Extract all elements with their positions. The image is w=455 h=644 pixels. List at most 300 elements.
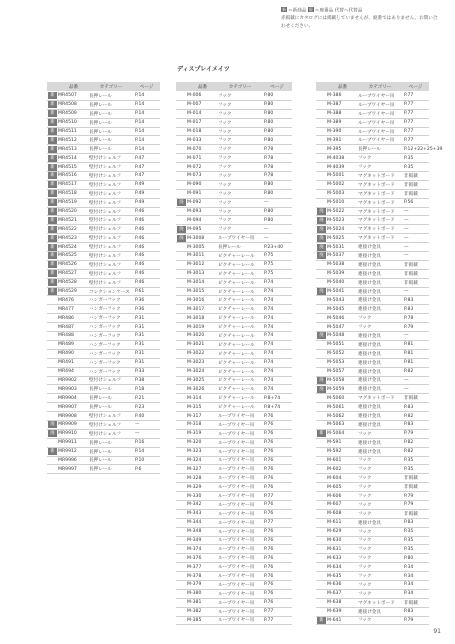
category: 連接け金具 <box>358 414 381 419</box>
category: 壁付けシェルフ <box>89 218 122 224</box>
product-code: M-090 <box>187 182 202 188</box>
category: ピクチャーレール <box>218 298 255 304</box>
category: ピクチャーレール <box>218 333 255 339</box>
table-row <box>176 252 292 261</box>
new-tag: 新 <box>282 7 286 12</box>
product-code: M-5010 <box>327 200 345 206</box>
status-badge: 新 <box>48 261 57 268</box>
category: フック <box>358 565 372 571</box>
product-code: M-3005 <box>187 244 205 250</box>
product-code: M-5063 <box>327 422 345 428</box>
page-ref: P.31 <box>135 360 145 366</box>
category: フック <box>218 120 232 126</box>
category: フック <box>218 129 232 135</box>
table-row <box>47 252 160 261</box>
table-row <box>316 190 429 199</box>
product-code: M-3023 <box>187 360 205 366</box>
page-ref: P.76 <box>264 431 274 437</box>
table-row <box>316 305 429 314</box>
status-badge: 廃 <box>317 244 326 251</box>
table-row <box>316 136 429 145</box>
table-row <box>316 608 429 617</box>
category: 壁付けシェルフ <box>89 245 122 251</box>
page-ref: P.31 <box>135 315 145 321</box>
table-row <box>316 403 429 412</box>
product-code: MR4528 <box>58 280 77 286</box>
product-code: MR9996 <box>58 457 77 463</box>
category: 連接け金具 <box>358 422 381 428</box>
category: フック <box>218 227 232 233</box>
table-row <box>47 385 160 394</box>
table-row <box>316 128 429 137</box>
table-row <box>316 314 429 323</box>
table-row <box>176 385 292 394</box>
status-badge: 新 <box>48 110 57 117</box>
product-code: M-092 <box>187 200 202 206</box>
page-ref: P.75 <box>264 262 274 268</box>
category: フック <box>358 582 372 588</box>
table-row <box>316 243 429 252</box>
header-cell: カテゴリー <box>99 84 123 90</box>
product-code: M-3020 <box>187 333 205 339</box>
product-code: M-5051 <box>327 342 345 348</box>
product-code: M-072 <box>187 164 202 170</box>
product-code: M-017 <box>187 120 202 126</box>
page-ref: P.40 <box>135 413 145 419</box>
table-row <box>176 572 292 581</box>
table-row <box>47 199 160 208</box>
status-badge: 廃 <box>317 235 326 242</box>
page-ref: P.38 <box>135 377 145 383</box>
product-code: MR494 <box>58 369 74 375</box>
header-cell: ページ <box>270 84 284 90</box>
product-code: M-637 <box>327 591 342 597</box>
table-row <box>316 465 429 474</box>
table-row <box>176 519 292 528</box>
status-cell <box>47 448 58 455</box>
table-row <box>176 119 292 128</box>
page-ref: 非掲載 <box>404 396 418 402</box>
product-code: M-5048 <box>327 333 345 339</box>
page-ref: P.8+74 <box>264 404 281 410</box>
category: ピクチャーレール <box>218 262 255 268</box>
page-ref: P.82 <box>404 449 414 455</box>
page-ref: P.74 <box>264 377 274 383</box>
category: 長押レール <box>89 449 112 455</box>
category: 連接け金具 <box>358 333 381 339</box>
table-row <box>47 314 160 323</box>
product-code: MR9997 <box>58 466 77 472</box>
product-code: MR9903 <box>58 386 77 392</box>
table-row <box>176 128 292 137</box>
table-row <box>47 208 160 217</box>
page-ref: P.79 <box>404 431 414 437</box>
product-code: M-5038 <box>327 262 345 268</box>
table-row <box>176 350 292 359</box>
category: 長押レール <box>89 120 112 126</box>
table-row <box>316 412 429 421</box>
page-ref: P.77 <box>404 120 414 126</box>
product-code: MR4511 <box>58 129 77 134</box>
page-ref: P.76 <box>264 555 274 561</box>
page-ref: P.76 <box>264 466 274 472</box>
status-cell <box>47 146 58 153</box>
product-code: MR9910 <box>58 431 77 437</box>
page-ref: P.14 <box>135 93 145 99</box>
table-row <box>176 279 292 288</box>
category: 連接け金具 <box>358 271 381 277</box>
page-ref: P.83 <box>404 297 414 303</box>
product-code: M-602 <box>327 466 342 472</box>
category: マグネットボード <box>358 182 395 188</box>
table-row <box>176 545 292 554</box>
page-ref: P.83 <box>404 609 414 615</box>
header-cell: 品番 <box>337 84 348 90</box>
category: フック <box>218 200 232 206</box>
product-code: M-5058 <box>327 377 345 383</box>
product-code: M-5043 <box>327 297 345 303</box>
product-code: M-3021 <box>187 342 205 348</box>
product-code: MR9902 <box>58 377 77 383</box>
category: 長押レール <box>89 138 112 144</box>
status-badge: 廃 <box>317 288 326 295</box>
product-code: M-611 <box>327 520 342 526</box>
category: 連接け金具 <box>358 369 381 375</box>
page-ref: 非掲載 <box>404 191 418 197</box>
table-row <box>47 323 160 332</box>
product-code: MR4519 <box>58 200 77 206</box>
status-badge: 新 <box>48 244 57 251</box>
product-code: M-631 <box>327 546 342 552</box>
category: フック <box>218 191 232 197</box>
category: ハンガーフック <box>89 298 121 304</box>
category: ハンガーフック <box>89 369 121 375</box>
page-ref: — <box>264 200 269 206</box>
product-code: M-635 <box>327 573 342 579</box>
product-code: M-5047 <box>327 324 345 330</box>
product-code: M-348 <box>187 529 202 535</box>
category: ループワイヤー吊 <box>218 485 255 491</box>
table-row <box>176 412 292 421</box>
table-row <box>316 341 429 350</box>
page-ref: 非掲載 <box>404 485 418 491</box>
product-code: M-382 <box>187 609 202 615</box>
product-code: MR490 <box>58 351 74 357</box>
product-code: M-095 <box>187 226 202 232</box>
status-badge: 新 <box>48 128 57 135</box>
category: ループワイヤー吊 <box>218 556 255 562</box>
table-row <box>176 341 292 350</box>
status-badge: 新 <box>48 279 57 286</box>
page-ref: — <box>404 386 409 392</box>
table-row <box>176 528 292 537</box>
table-row <box>316 332 429 341</box>
category: 壁付けシェルフ <box>89 422 122 428</box>
table-row <box>176 617 292 626</box>
category: フック <box>218 182 232 188</box>
product-code: M-5039 <box>327 271 345 277</box>
category: フック <box>358 529 372 535</box>
legend-new-text: ＝新商品 <box>288 8 307 14</box>
category: 長押レール <box>89 458 112 464</box>
product-code: MR4510 <box>58 120 77 126</box>
table-row <box>316 457 429 466</box>
table-row <box>176 599 292 608</box>
table-row <box>316 617 429 626</box>
table-row <box>176 101 292 110</box>
table-row <box>176 288 292 297</box>
category: フック <box>358 431 372 437</box>
category: ループワイヤー吊 <box>218 565 255 571</box>
product-code: M-5031 <box>327 244 345 250</box>
table-row <box>176 430 292 439</box>
category: 壁付けシェルフ <box>89 271 122 277</box>
table-row <box>176 359 292 368</box>
page-ref: — <box>264 235 269 241</box>
category: フック <box>218 156 232 162</box>
product-code: M-5062 <box>327 413 345 419</box>
table-row <box>47 403 160 412</box>
table-row <box>176 510 292 519</box>
table-row <box>316 163 429 172</box>
product-code: MR4512 <box>58 137 77 143</box>
category: フック <box>358 547 372 553</box>
product-code: M-349 <box>187 537 202 543</box>
page-ref: P.74 <box>264 280 274 286</box>
product-code: M-4039 <box>327 164 345 170</box>
table-row <box>316 101 429 110</box>
status-cell <box>316 208 327 215</box>
category: ピクチャーレール <box>218 405 255 411</box>
table-row <box>176 92 292 101</box>
product-code: M-314 <box>187 395 202 401</box>
page-ref: P.76 <box>264 546 274 552</box>
category: 壁付けシェルフ <box>89 414 122 419</box>
category: 連接け金具 <box>358 351 381 357</box>
status-cell <box>47 252 58 259</box>
product-code: M-344 <box>187 520 202 526</box>
category: ピクチャーレール <box>218 378 255 384</box>
status-cell <box>47 261 58 268</box>
category: ループワイヤー吊 <box>218 467 255 473</box>
page-ref: P.74 <box>264 306 274 312</box>
category: ループワイヤー吊 <box>218 440 255 446</box>
page-ref: P.80 <box>264 182 274 188</box>
table-row <box>47 430 160 439</box>
status-badge: 廃 <box>177 199 186 206</box>
product-code: M-389 <box>327 120 342 126</box>
table-row <box>47 394 160 403</box>
status-badge: 新 <box>48 217 57 224</box>
product-code: M-634 <box>327 564 342 570</box>
table-row <box>176 465 292 474</box>
product-code: MR9911 <box>58 440 77 446</box>
product-code: MR4526 <box>58 262 77 268</box>
page-ref: P.80 <box>264 102 274 108</box>
legend-line-1 <box>281 7 441 15</box>
category: ハンガーフック <box>89 351 121 357</box>
page-ref: P.34 <box>404 573 414 579</box>
product-code: M-5052 <box>327 351 345 357</box>
category: マグネットボード <box>358 600 395 606</box>
table-row <box>316 154 429 163</box>
product-code: M-636 <box>327 582 342 588</box>
page-ref: P.79 <box>404 324 414 330</box>
product-code: M-5059 <box>327 386 345 392</box>
product-code: M-5064 <box>327 431 345 437</box>
category: 連接け金具 <box>358 298 381 304</box>
page-ref: P.14 <box>135 111 145 117</box>
category: 長押レール <box>89 387 112 393</box>
table-row <box>316 270 429 279</box>
category: マグネットボード <box>358 191 395 197</box>
category: 長押レール <box>89 93 112 99</box>
status-cell <box>47 155 58 162</box>
status-cell <box>47 270 58 277</box>
product-code: M-014 <box>187 111 202 117</box>
status-badge: 廃 <box>317 252 326 259</box>
product-code: M-374 <box>187 546 202 552</box>
category: ハンガーフック <box>89 325 121 331</box>
category: ハンガーフック <box>89 360 121 366</box>
category: ハンガーフック <box>89 307 121 313</box>
product-code: MR9904 <box>58 395 77 401</box>
product-code: M-5003 <box>327 191 345 197</box>
table-row <box>316 581 429 590</box>
product-code: M-379 <box>187 582 202 588</box>
page-ref: P.76 <box>264 529 274 535</box>
page-ref: P.46 <box>135 209 145 215</box>
status-badge: 新 <box>317 430 326 437</box>
page-ref: P.49 <box>135 182 145 188</box>
product-code: MR9908 <box>58 413 77 419</box>
table-row <box>176 172 292 181</box>
category: ループワイヤー吊 <box>218 520 255 526</box>
product-code: M-094 <box>187 217 202 223</box>
product-code: M-5001 <box>327 173 345 179</box>
page-ref: P.80 <box>264 217 274 223</box>
table-header <box>316 82 429 91</box>
page-ref: 非掲載 <box>404 280 418 286</box>
table-row <box>316 510 429 519</box>
page-ref: P.75 <box>264 271 274 277</box>
product-code: MR4516 <box>58 173 77 179</box>
table-row <box>176 554 292 563</box>
page-ref: P.36 <box>135 306 145 312</box>
category: 連接け金具 <box>358 378 381 384</box>
page-ref: — <box>404 209 409 215</box>
page-number: 91 <box>433 628 441 635</box>
page-ref: P.79 <box>404 617 414 623</box>
product-code: M-3018 <box>187 315 205 321</box>
category: 壁付けシェルフ <box>89 165 122 171</box>
table-row <box>176 181 292 190</box>
page-ref: P.76 <box>264 475 274 481</box>
table-row <box>176 377 292 386</box>
table-row <box>176 590 292 599</box>
product-code: M-639 <box>327 609 342 615</box>
table-row <box>316 225 429 234</box>
product-code: M-323 <box>187 449 202 455</box>
table-row <box>47 421 160 430</box>
table-row <box>316 394 429 403</box>
category: フック <box>358 556 372 562</box>
page-ref: P.74 <box>264 351 274 357</box>
page-ref: P.36 <box>135 297 145 303</box>
category: 壁付けシェルフ <box>89 431 122 437</box>
category: フック <box>218 165 232 171</box>
table-row <box>176 154 292 163</box>
page-ref: P.77 <box>264 609 274 615</box>
product-code: MR4524 <box>58 244 77 250</box>
table-row <box>47 234 160 243</box>
product-code: M-377 <box>187 564 202 570</box>
product-code: M-5024 <box>327 226 345 232</box>
category: マグネットボード <box>358 209 395 215</box>
table-row <box>176 314 292 323</box>
product-code: M-3013 <box>187 271 205 277</box>
page-ref: P.74 <box>264 369 274 375</box>
product-code: MR4515 <box>58 164 77 170</box>
table-row <box>47 341 160 350</box>
index-column-2 <box>176 82 292 625</box>
table-row <box>316 439 429 448</box>
category: ピクチャーレール <box>218 289 255 295</box>
product-code: M-5023 <box>327 217 345 223</box>
status-cell <box>176 199 187 206</box>
category: 壁付けシェルフ <box>89 280 122 286</box>
table-row <box>316 323 429 332</box>
product-code: M-3014 <box>187 280 205 286</box>
status-cell <box>176 235 187 242</box>
status-cell <box>316 617 327 624</box>
product-code: M-376 <box>187 555 202 561</box>
product-code: M-5053 <box>327 360 345 366</box>
table-row <box>316 545 429 554</box>
status-badge: 新 <box>48 448 57 455</box>
table-row <box>47 225 160 234</box>
page-ref: P.74 <box>264 289 274 295</box>
table-row <box>47 128 160 137</box>
category: フック <box>218 209 232 215</box>
product-code: M-592 <box>327 449 342 455</box>
status-cell <box>316 332 327 339</box>
category: ハンガーフック <box>89 342 121 348</box>
page-ref: — <box>135 422 140 428</box>
status-cell <box>47 128 58 135</box>
page-ref: P.80 <box>264 191 274 197</box>
table-row <box>47 457 160 466</box>
table-row <box>316 537 429 546</box>
table-row <box>176 145 292 154</box>
status-cell <box>316 252 327 259</box>
table-row <box>47 101 160 110</box>
product-code: M-5061 <box>327 404 345 410</box>
product-code: M-630 <box>327 537 342 543</box>
category: 連接け金具 <box>358 609 381 615</box>
status-cell <box>47 208 58 215</box>
table-row <box>47 296 160 305</box>
page-ref: P.76 <box>264 484 274 490</box>
category: 壁付けシェルフ <box>89 236 122 242</box>
page-ref: P.46 <box>135 253 145 259</box>
product-code: M-342 <box>187 502 202 508</box>
table-row <box>47 465 160 474</box>
product-code: MR4523 <box>58 235 77 241</box>
category: ループワイヤー吊 <box>218 422 255 428</box>
category: フック <box>358 156 372 162</box>
status-cell <box>47 244 58 251</box>
